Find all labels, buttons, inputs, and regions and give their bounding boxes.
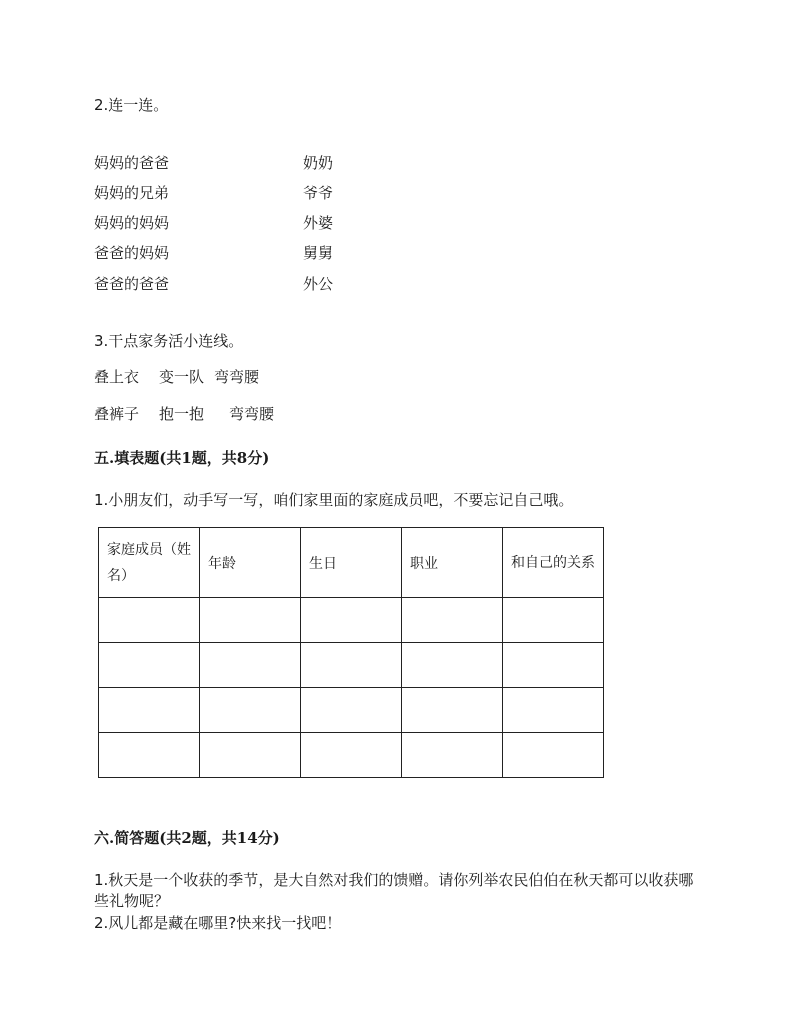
- header-relationship: 和自己的关系: [503, 528, 604, 598]
- q2-left-item: 妈妈的妈妈: [94, 214, 170, 232]
- q2-right-item: 舅舅: [303, 244, 334, 262]
- chore-item: 叠上衣: [94, 368, 140, 386]
- table-cell[interactable]: [503, 733, 604, 778]
- q2-left-item: 妈妈的兄弟: [94, 184, 170, 202]
- table-cell[interactable]: [200, 643, 301, 688]
- q2-title: 2.连一连。: [94, 96, 169, 114]
- q2-right-item: 外公: [303, 275, 334, 293]
- table-cell[interactable]: [99, 643, 200, 688]
- section5-question: 1.小朋友们，动手写一写，咱们家里面的家庭成员吧，不要忘记自己哦。: [94, 491, 574, 509]
- table-row: [99, 598, 604, 643]
- section6-question-1: 1.秋天是一个收获的季节，是大自然对我们的馈赠。请你列举农民伯伯在秋天都可以收获哪些礼物呢？: [94, 871, 694, 910]
- table-cell[interactable]: [200, 733, 301, 778]
- header-family-member: 家庭成员（姓名）: [99, 528, 200, 598]
- table-row: [99, 733, 604, 778]
- table-cell[interactable]: [99, 733, 200, 778]
- q3-row-2: [94, 403, 274, 424]
- table-cell[interactable]: [402, 643, 503, 688]
- table-cell[interactable]: [402, 598, 503, 643]
- table-cell[interactable]: [301, 688, 402, 733]
- chore-item: 叠裤子: [94, 405, 140, 423]
- table-cell[interactable]: [99, 688, 200, 733]
- table-cell[interactable]: [503, 598, 604, 643]
- family-members-table: [98, 527, 604, 778]
- section6-question-2: 2.风儿都是藏在哪里?快来找一找吧！: [94, 914, 342, 932]
- header-occupation: 职业: [402, 528, 503, 598]
- header-age: 年龄: [200, 528, 301, 598]
- table-row: [99, 643, 604, 688]
- q2-right-item: 奶奶: [303, 154, 334, 172]
- chore-item: 弯弯腰: [229, 405, 275, 423]
- table-cell[interactable]: [200, 598, 301, 643]
- table-cell[interactable]: [99, 598, 200, 643]
- table-row: [99, 688, 604, 733]
- q2-right-item: 爷爷: [303, 184, 334, 202]
- table-cell[interactable]: [503, 643, 604, 688]
- table-cell[interactable]: [503, 688, 604, 733]
- table-cell[interactable]: [301, 733, 402, 778]
- header-birthday: 生日: [301, 528, 402, 598]
- chore-item: 抱一抱: [159, 405, 205, 423]
- q3-row-1: [94, 366, 259, 387]
- section6-title: 六.简答题(共2题，共14分): [94, 829, 280, 847]
- table-cell[interactable]: [200, 688, 301, 733]
- table-cell[interactable]: [402, 688, 503, 733]
- chore-item: 弯弯腰: [214, 368, 260, 386]
- q2-right-item: 外婆: [303, 214, 334, 232]
- table-cell[interactable]: [301, 643, 402, 688]
- q3-title: 3.干点家务活小连线。: [94, 332, 244, 350]
- q2-left-item: 爸爸的爸爸: [94, 275, 170, 293]
- q2-left-item: 妈妈的爸爸: [94, 154, 170, 172]
- q2-left-item: 爸爸的妈妈: [94, 244, 170, 262]
- table-cell[interactable]: [402, 733, 503, 778]
- table-cell[interactable]: [301, 598, 402, 643]
- table-header-row: [99, 528, 604, 598]
- chore-item: 变一队: [159, 368, 205, 386]
- section5-title: 五.填表题(共1题，共8分): [94, 449, 270, 467]
